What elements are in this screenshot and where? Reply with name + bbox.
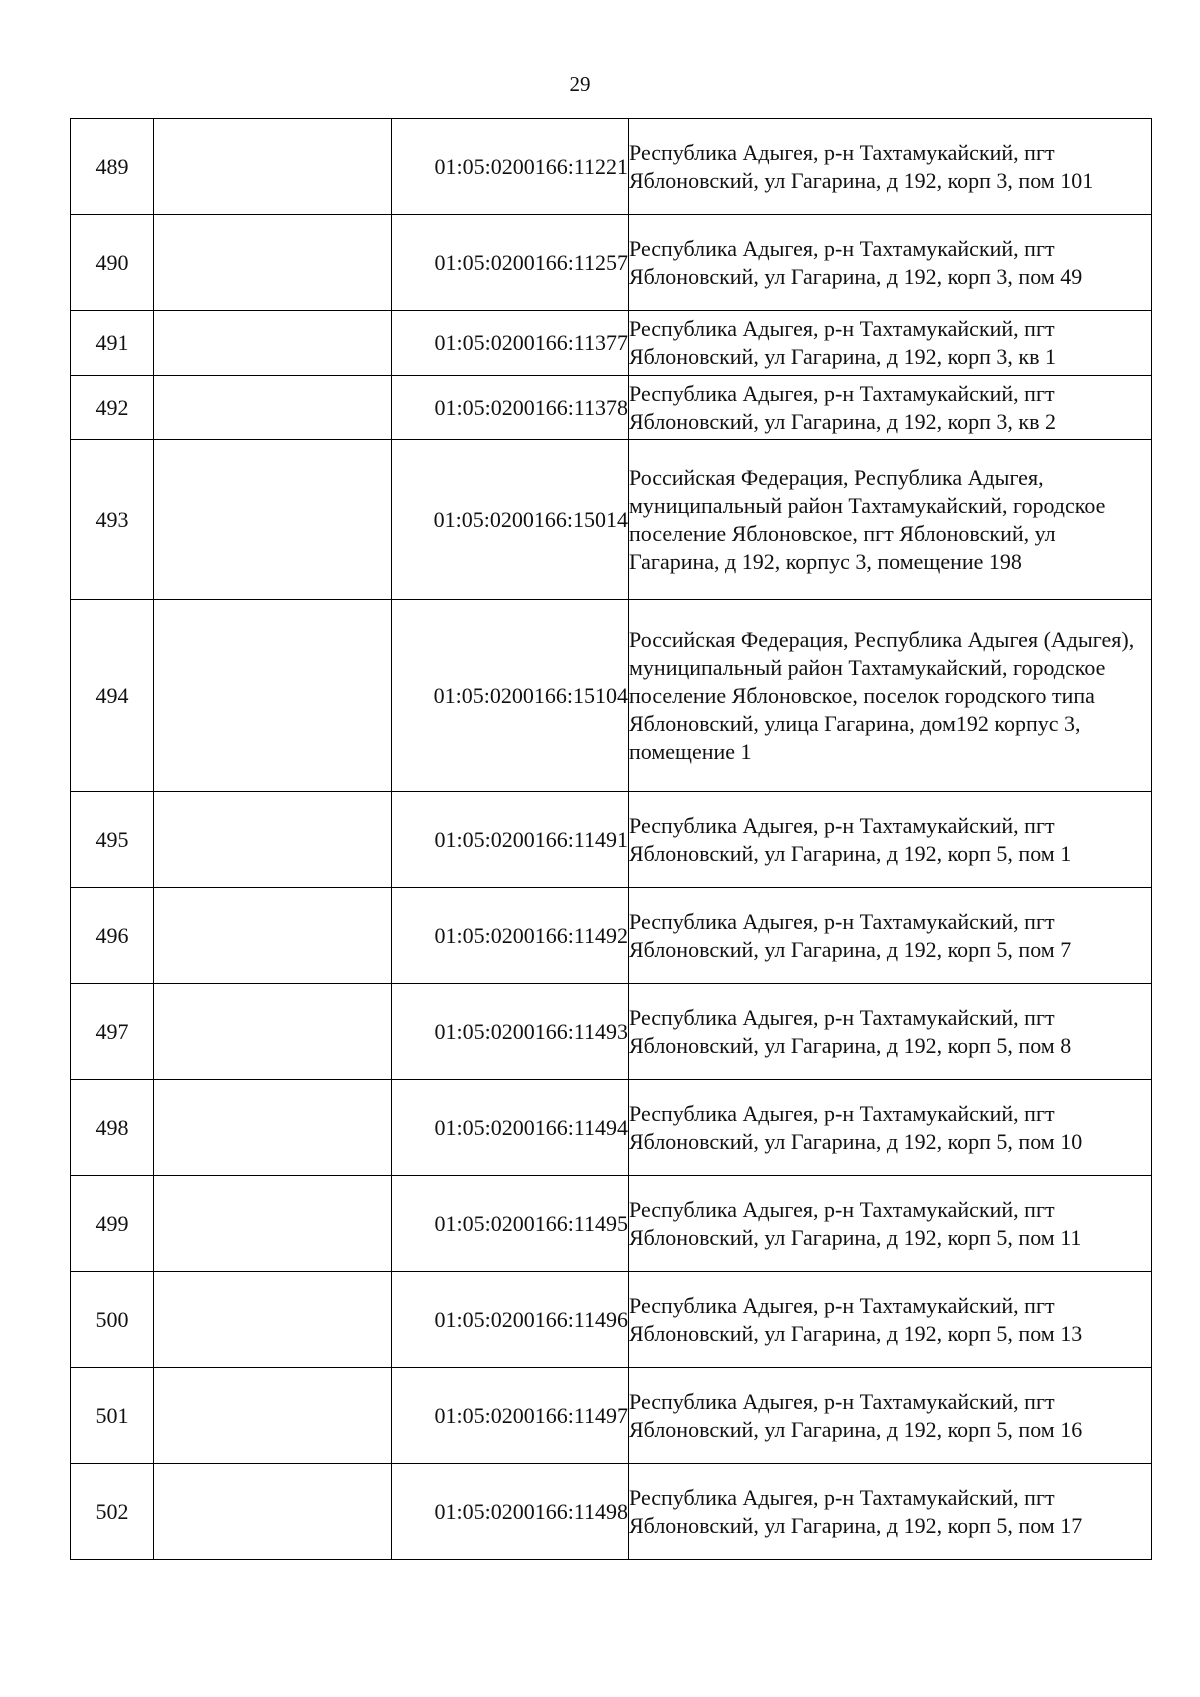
table-row: [71, 1368, 1152, 1464]
row-number: 496: [71, 888, 154, 984]
cadastral-number: 01:05:0200166:11377: [392, 311, 629, 376]
table-row: [71, 1464, 1152, 1560]
row-number: 495: [71, 792, 154, 888]
cadastral-number: 01:05:0200166:11492: [392, 888, 629, 984]
address-cell: Республика Адыгея, р-н Тахтамукайский, пгт Яблоновский, ул Гагарина, д 192, корп 5, пом 13: [629, 1272, 1152, 1368]
row-number: 492: [71, 376, 154, 440]
address-cell: Республика Адыгея, р-н Тахтамукайский, пгт Яблоновский, ул Гагарина, д 192, корп 5, пом 11: [629, 1176, 1152, 1272]
table-row: [71, 792, 1152, 888]
row-number: 494: [71, 600, 154, 792]
address-cell: Республика Адыгея, р-н Тахтамукайский, пгт Яблоновский, ул Гагарина, д 192, корп 5, пом 8: [629, 984, 1152, 1080]
table-row: [71, 888, 1152, 984]
cadastral-number: 01:05:0200166:11491: [392, 792, 629, 888]
empty-cell: [154, 792, 392, 888]
cadastral-number: 01:05:0200166:15014: [392, 440, 629, 600]
cadastral-number: 01:05:0200166:11497: [392, 1368, 629, 1464]
table-row: [71, 1176, 1152, 1272]
address-cell: Российская Федерация, Республика Адыгея, муниципальный район Тахтамукайский, городское поселение Яблоновское, пгт Яблоновский, ул Гагарина, д 192, корпус 3, помещение 198: [629, 440, 1152, 600]
address-cell: Республика Адыгея, р-н Тахтамукайский, пгт Яблоновский, ул Гагарина, д 192, корп 3, пом 49: [629, 215, 1152, 311]
empty-cell: [154, 1272, 392, 1368]
row-number: 493: [71, 440, 154, 600]
row-number: 498: [71, 1080, 154, 1176]
empty-cell: [154, 888, 392, 984]
empty-cell: [154, 984, 392, 1080]
row-number: 489: [71, 119, 154, 215]
table-row: [71, 440, 1152, 600]
address-cell: Республика Адыгея, р-н Тахтамукайский, пгт Яблоновский, ул Гагарина, д 192, корп 3, кв 2: [629, 376, 1152, 440]
empty-cell: [154, 376, 392, 440]
empty-cell: [154, 1080, 392, 1176]
table-row: [71, 984, 1152, 1080]
empty-cell: [154, 1368, 392, 1464]
empty-cell: [154, 1176, 392, 1272]
cadastral-number: 01:05:0200166:11221: [392, 119, 629, 215]
row-number: 490: [71, 215, 154, 311]
address-cell: Республика Адыгея, р-н Тахтамукайский, пгт Яблоновский, ул Гагарина, д 192, корп 5, пом 16: [629, 1368, 1152, 1464]
address-cell: Республика Адыгея, р-н Тахтамукайский, пгт Яблоновский, ул Гагарина, д 192, корп 5, пом 7: [629, 888, 1152, 984]
cadastral-number: 01:05:0200166:15104: [392, 600, 629, 792]
cadastral-number: 01:05:0200166:11493: [392, 984, 629, 1080]
cadastral-number: 01:05:0200166:11494: [392, 1080, 629, 1176]
empty-cell: [154, 215, 392, 311]
table-row: [71, 1080, 1152, 1176]
cadastral-number: 01:05:0200166:11378: [392, 376, 629, 440]
table-row: [71, 119, 1152, 215]
row-number: 502: [71, 1464, 154, 1560]
cadastral-number: 01:05:0200166:11257: [392, 215, 629, 311]
cadastral-number: 01:05:0200166:11495: [392, 1176, 629, 1272]
empty-cell: [154, 311, 392, 376]
row-number: 499: [71, 1176, 154, 1272]
row-number: 491: [71, 311, 154, 376]
cadastral-number: 01:05:0200166:11496: [392, 1272, 629, 1368]
table-row: [71, 215, 1152, 311]
address-cell: Республика Адыгея, р-н Тахтамукайский, пгт Яблоновский, ул Гагарина, д 192, корп 3, пом 101: [629, 119, 1152, 215]
row-number: 500: [71, 1272, 154, 1368]
table-row: [71, 1272, 1152, 1368]
empty-cell: [154, 600, 392, 792]
page-number: 29: [569, 72, 591, 96]
property-table: [70, 118, 1152, 1560]
empty-cell: [154, 1464, 392, 1560]
table-row: [71, 376, 1152, 440]
address-cell: Российская Федерация, Республика Адыгея (Адыгея), муниципальный район Тахтамукайский, городское поселение Яблоновское, поселок городского типа Яблоновский, улица Гагарина, дом192 корпус 3, помещение 1: [629, 600, 1152, 792]
row-number: 501: [71, 1368, 154, 1464]
address-cell: Республика Адыгея, р-н Тахтамукайский, пгт Яблоновский, ул Гагарина, д 192, корп 5, пом 1: [629, 792, 1152, 888]
row-number: 497: [71, 984, 154, 1080]
empty-cell: [154, 119, 392, 215]
address-cell: Республика Адыгея, р-н Тахтамукайский, пгт Яблоновский, ул Гагарина, д 192, корп 3, кв 1: [629, 311, 1152, 376]
table-row: [71, 600, 1152, 792]
cadastral-number: 01:05:0200166:11498: [392, 1464, 629, 1560]
table-row: [71, 311, 1152, 376]
empty-cell: [154, 440, 392, 600]
address-cell: Республика Адыгея, р-н Тахтамукайский, пгт Яблоновский, ул Гагарина, д 192, корп 5, пом 17: [629, 1464, 1152, 1560]
address-cell: Республика Адыгея, р-н Тахтамукайский, пгт Яблоновский, ул Гагарина, д 192, корп 5, пом 10: [629, 1080, 1152, 1176]
